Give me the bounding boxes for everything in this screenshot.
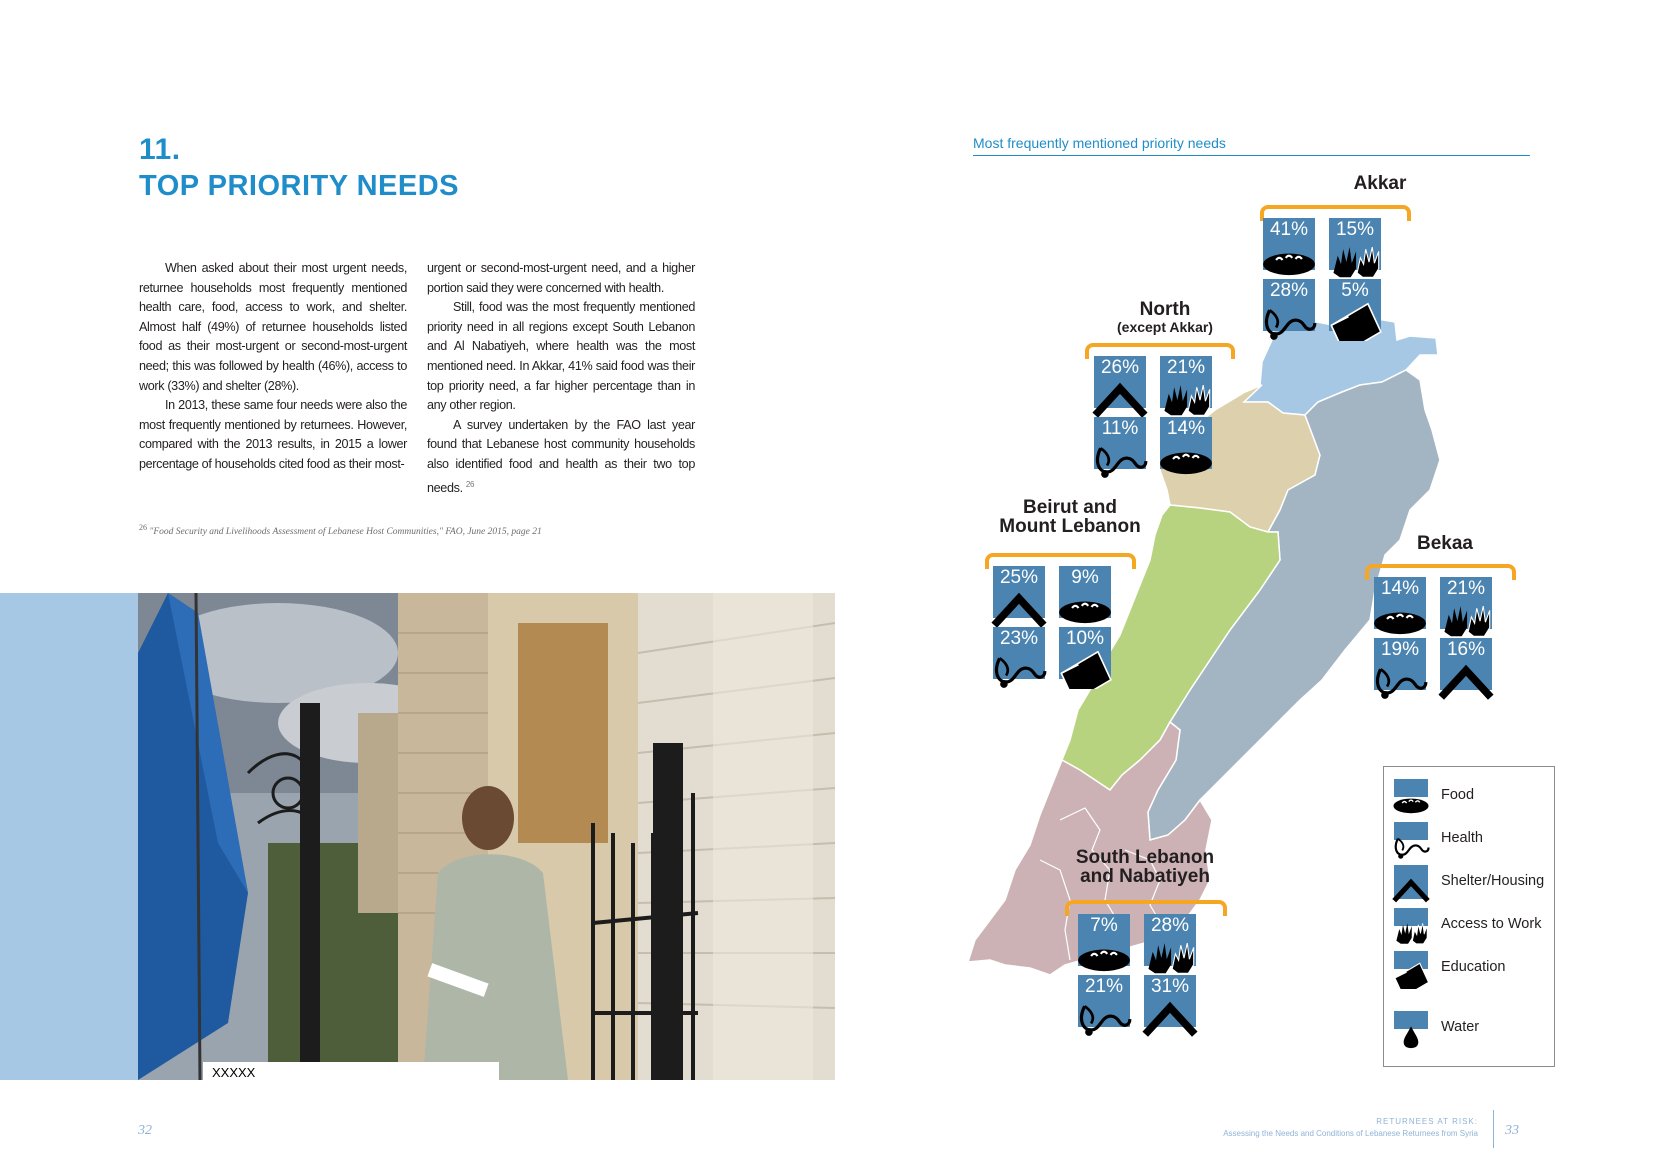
need-tile-health bbox=[1078, 975, 1130, 1027]
paragraph-text: A survey undertaken by the FAO last year found that Lebanese host community households also identified food and health as their two top needs. bbox=[427, 417, 695, 495]
legend-item-food bbox=[1394, 779, 1554, 819]
section-title: TOP PRIORITY NEEDS bbox=[139, 170, 460, 202]
tile-percent: 21% bbox=[1166, 357, 1206, 378]
photo-returnee-at-gate bbox=[138, 593, 835, 1080]
need-tile-health bbox=[993, 627, 1045, 679]
paragraph: Still, food was the most frequently mentioned priority need in all regions except South Lebanon and Al Nabatiyeh, where health was the most mentioned need. In Akkar, 41% said food was their top priority need, a far higher percentage than in any other region. bbox=[427, 300, 695, 413]
need-tile-work bbox=[1144, 914, 1196, 966]
food-icon bbox=[1158, 439, 1214, 479]
legend-item-education bbox=[1394, 951, 1554, 991]
shelter-icon bbox=[1142, 997, 1198, 1037]
need-tile-food bbox=[1059, 566, 1111, 618]
food-icon bbox=[1057, 588, 1113, 628]
map-title: Most frequently mentioned priority needs bbox=[973, 135, 1226, 151]
food-icon bbox=[1076, 936, 1132, 976]
paragraph: In 2013, these same four needs were also the most frequently mentioned by returnees. However, compared with the 2013 results, in 2015 a lower percentage of households cited food as their most- bbox=[139, 398, 407, 471]
work-icon bbox=[1142, 936, 1198, 976]
tile-percent: 7% bbox=[1090, 915, 1118, 936]
legend-label: Food bbox=[1441, 787, 1475, 803]
health-icon bbox=[1076, 997, 1132, 1037]
tile-percent: 11% bbox=[1101, 418, 1139, 439]
need-tile-food bbox=[1160, 417, 1212, 469]
work-icon bbox=[1392, 918, 1430, 946]
region-sublabel-north: (except Akkar) bbox=[1117, 319, 1213, 335]
legend-swatch bbox=[1394, 779, 1428, 813]
work-icon bbox=[1158, 378, 1214, 418]
tile-percent: 25% bbox=[999, 567, 1039, 588]
footnote-ref[interactable]: 26 bbox=[465, 479, 475, 489]
need-tile-shelter bbox=[1144, 975, 1196, 1027]
legend-swatch bbox=[1394, 1011, 1428, 1045]
footnote-text: "Food Security and Livelihoods Assessment of Lebanese Host Communities," FAO, June 2015, page 21 bbox=[149, 527, 542, 538]
photo-illustration bbox=[138, 593, 835, 1080]
footer-separator bbox=[1493, 1110, 1494, 1148]
tile-percent: 15% bbox=[1335, 219, 1375, 240]
side-color-band bbox=[0, 593, 138, 1080]
footer-subtitle: Assessing the Needs and Conditions of Lebanese Returnees from Syria bbox=[1223, 1129, 1478, 1138]
work-icon bbox=[1438, 599, 1494, 639]
need-tile-shelter bbox=[1440, 638, 1492, 690]
legend-label: Access to Work bbox=[1441, 916, 1542, 932]
need-tile-food bbox=[1374, 577, 1426, 629]
need-tile-education bbox=[1329, 279, 1381, 331]
legend-swatch bbox=[1394, 951, 1428, 985]
tile-percent: 9% bbox=[1071, 567, 1099, 588]
map-title-rule bbox=[973, 155, 1530, 156]
tile-percent: 28% bbox=[1150, 915, 1190, 936]
legend-label: Health bbox=[1441, 830, 1483, 846]
tile-percent: 14% bbox=[1380, 578, 1420, 599]
photo-caption: XXXXX bbox=[212, 1065, 256, 1080]
tile-percent: 5% bbox=[1341, 280, 1369, 301]
footnote-number: 26 bbox=[139, 523, 147, 532]
region-label-beirut-line1: Beirut and bbox=[1023, 497, 1117, 518]
body-column-2 bbox=[427, 259, 695, 498]
tile-percent: 21% bbox=[1084, 976, 1124, 997]
need-tile-health bbox=[1094, 417, 1146, 469]
paragraph: When asked about their most urgent needs, returnee households most frequently mentioned health care, food, access to work, and shelter. Almost half (49%) of returnee households listed food as their most-urgent or second-most-urgent need; this was followed by health (46%), access to work (33%) and shelter (28%). bbox=[139, 261, 407, 393]
water-icon bbox=[1392, 1021, 1430, 1049]
region-label-north: North bbox=[1139, 299, 1191, 320]
section-number: 11. bbox=[139, 133, 181, 166]
tile-percent: 31% bbox=[1150, 976, 1190, 997]
need-tile-education bbox=[1059, 627, 1111, 679]
tile-percent: 21% bbox=[1446, 578, 1486, 599]
health-icon bbox=[1392, 832, 1430, 860]
page-number-left: 32 bbox=[138, 1123, 152, 1138]
health-icon bbox=[991, 649, 1047, 689]
need-tile-work bbox=[1329, 218, 1381, 270]
tile-percent: 41% bbox=[1269, 219, 1309, 240]
legend-item-shelter bbox=[1394, 865, 1554, 905]
legend-swatch bbox=[1394, 908, 1428, 942]
education-icon bbox=[1392, 961, 1430, 989]
legend-label: Water bbox=[1441, 1019, 1480, 1035]
need-tile-shelter bbox=[993, 566, 1045, 618]
legend-item-health bbox=[1394, 822, 1554, 862]
tile-percent: 28% bbox=[1269, 280, 1309, 301]
health-icon bbox=[1092, 439, 1148, 479]
tile-percent: 23% bbox=[999, 628, 1039, 649]
shelter-icon bbox=[991, 588, 1047, 628]
region-label-south-line1: South Lebanon bbox=[1075, 847, 1215, 868]
work-icon bbox=[1327, 240, 1383, 280]
food-icon bbox=[1261, 240, 1317, 280]
paragraph: urgent or second-most-urgent need, and a higher portion said they were concerned with health. bbox=[427, 261, 695, 295]
need-tile-food bbox=[1263, 218, 1315, 270]
legend-swatch bbox=[1394, 865, 1428, 899]
need-tile-health bbox=[1374, 638, 1426, 690]
health-icon bbox=[1372, 660, 1428, 700]
legend-swatch bbox=[1394, 822, 1428, 856]
legend-label: Education bbox=[1441, 959, 1506, 975]
shelter-icon bbox=[1438, 660, 1494, 700]
body-column-1 bbox=[139, 259, 407, 475]
legend-item-water bbox=[1394, 1011, 1554, 1051]
tile-percent: 26% bbox=[1100, 357, 1140, 378]
tile-percent: 16% bbox=[1446, 639, 1486, 660]
food-icon bbox=[1372, 599, 1428, 639]
shelter-icon bbox=[1092, 378, 1148, 418]
education-icon bbox=[1327, 301, 1383, 341]
shelter-icon bbox=[1392, 875, 1430, 903]
tile-percent: 19% bbox=[1380, 639, 1420, 660]
food-icon bbox=[1392, 789, 1430, 817]
legend-label: Shelter/Housing bbox=[1441, 873, 1545, 889]
region-label-south-line2: and Nabatiyeh bbox=[1080, 866, 1210, 887]
footer-title: RETURNEES AT RISK: bbox=[1376, 1117, 1478, 1126]
map-legend bbox=[1383, 766, 1555, 1067]
education-icon bbox=[1057, 649, 1113, 689]
need-tile-work bbox=[1440, 577, 1492, 629]
legend-item-work bbox=[1394, 908, 1554, 948]
need-tile-food bbox=[1078, 914, 1130, 966]
tile-percent: 14% bbox=[1166, 418, 1206, 439]
footnote bbox=[139, 523, 542, 537]
region-label-bekaa: Bekaa bbox=[1417, 533, 1473, 554]
region-label-akkar: Akkar bbox=[1353, 173, 1407, 194]
tile-percent: 10% bbox=[1065, 628, 1105, 649]
region-label-beirut-line2: Mount Lebanon bbox=[999, 516, 1141, 537]
health-icon bbox=[1261, 301, 1317, 341]
page-number-right: 33 bbox=[1505, 1123, 1519, 1138]
need-tile-work bbox=[1160, 356, 1212, 408]
need-tile-shelter bbox=[1094, 356, 1146, 408]
need-tile-health bbox=[1263, 279, 1315, 331]
paragraph bbox=[427, 416, 695, 499]
